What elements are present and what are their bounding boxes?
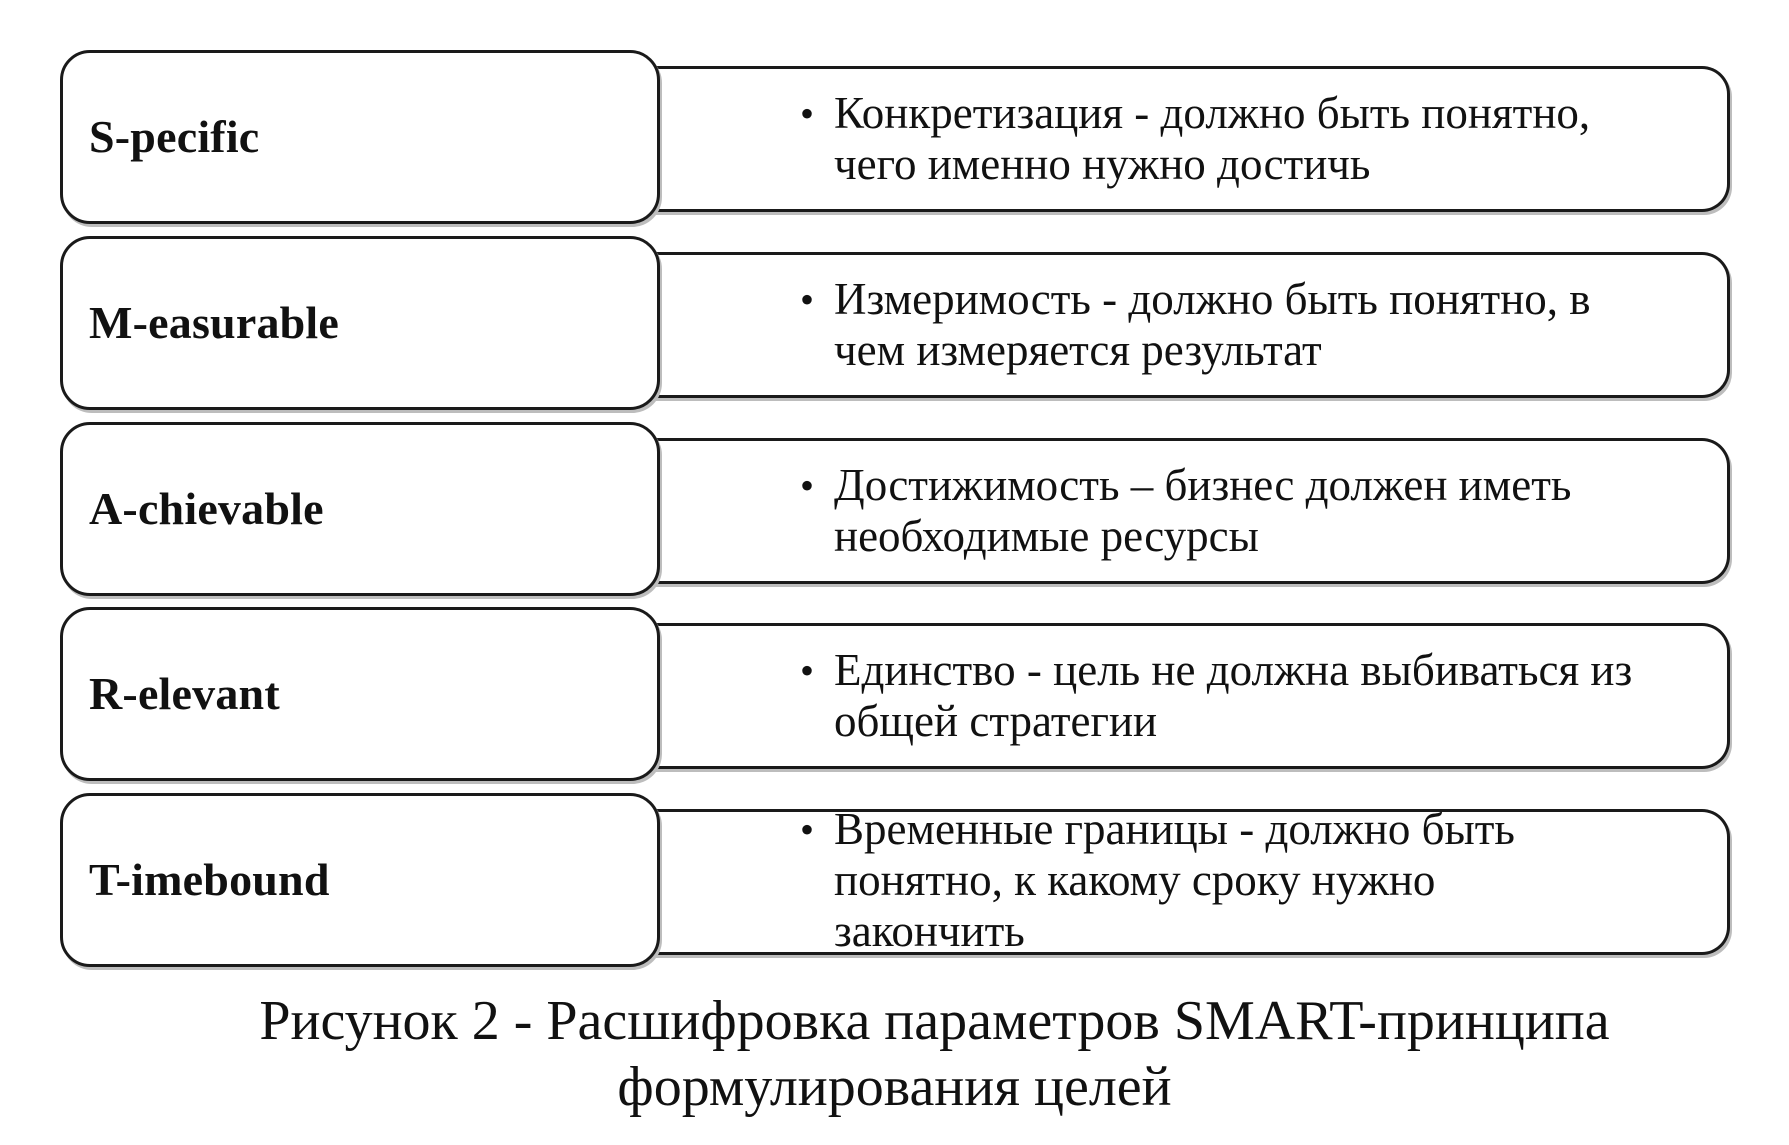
description-box-achievable — [650, 438, 1730, 584]
description-item — [800, 274, 1654, 376]
smart-row-measurable — [60, 236, 1730, 416]
label-box-measurable — [60, 236, 660, 410]
label-measurable: M-easurable — [89, 297, 340, 348]
description-box-specific — [650, 66, 1730, 212]
bullet-icon: • — [800, 91, 815, 136]
bullet-icon: • — [800, 807, 815, 852]
description-list — [800, 804, 1697, 956]
description-list — [800, 255, 1697, 395]
description-box-measurable — [650, 252, 1730, 398]
description-text-relevant: Единство - цель не должна выбиваться из общей стратегии — [834, 645, 1633, 746]
description-box-timebound — [650, 804, 1730, 956]
caption-line-1: Рисунок 2 - Расшифровка параметров SMART-принципа — [259, 990, 1610, 1052]
description-list — [800, 441, 1697, 581]
figure-caption — [0, 988, 1789, 1120]
label-box-relevant — [60, 607, 660, 781]
bullet-icon: • — [800, 463, 815, 508]
label-relevant: R-elevant — [89, 668, 280, 719]
smart-row-timebound — [60, 793, 1730, 973]
label-box-specific — [60, 50, 660, 224]
description-item — [800, 460, 1654, 562]
description-text-achievable: Достижимость – бизнес должен иметь необходимые ресурсы — [834, 460, 1572, 561]
caption-line-2: формулирования целей — [617, 1056, 1172, 1118]
smart-row-achievable — [60, 422, 1730, 602]
label-specific: S-pecific — [89, 111, 260, 162]
description-box-relevant — [650, 623, 1730, 769]
bullet-icon: • — [800, 648, 815, 693]
description-text-timebound: Временные границы - должно быть понятно, к какому сроку нужно закончить — [834, 804, 1515, 956]
description-list — [800, 626, 1697, 766]
smart-row-relevant — [60, 607, 1730, 787]
description-item — [800, 88, 1654, 190]
label-box-achievable — [60, 422, 660, 596]
label-achievable: A-chievable — [89, 483, 324, 534]
description-item — [800, 804, 1554, 957]
description-item — [800, 645, 1634, 747]
label-box-timebound — [60, 793, 660, 967]
smart-row-specific — [60, 50, 1730, 230]
description-text-measurable: Измеримость - должно быть понятно, в чем измеряется результат — [834, 274, 1591, 375]
description-text-specific: Конкретизация - должно быть понятно, чего именно нужно достичь — [834, 88, 1591, 189]
description-list — [800, 69, 1697, 209]
label-timebound: T-imebound — [89, 854, 330, 905]
bullet-icon: • — [800, 277, 815, 322]
